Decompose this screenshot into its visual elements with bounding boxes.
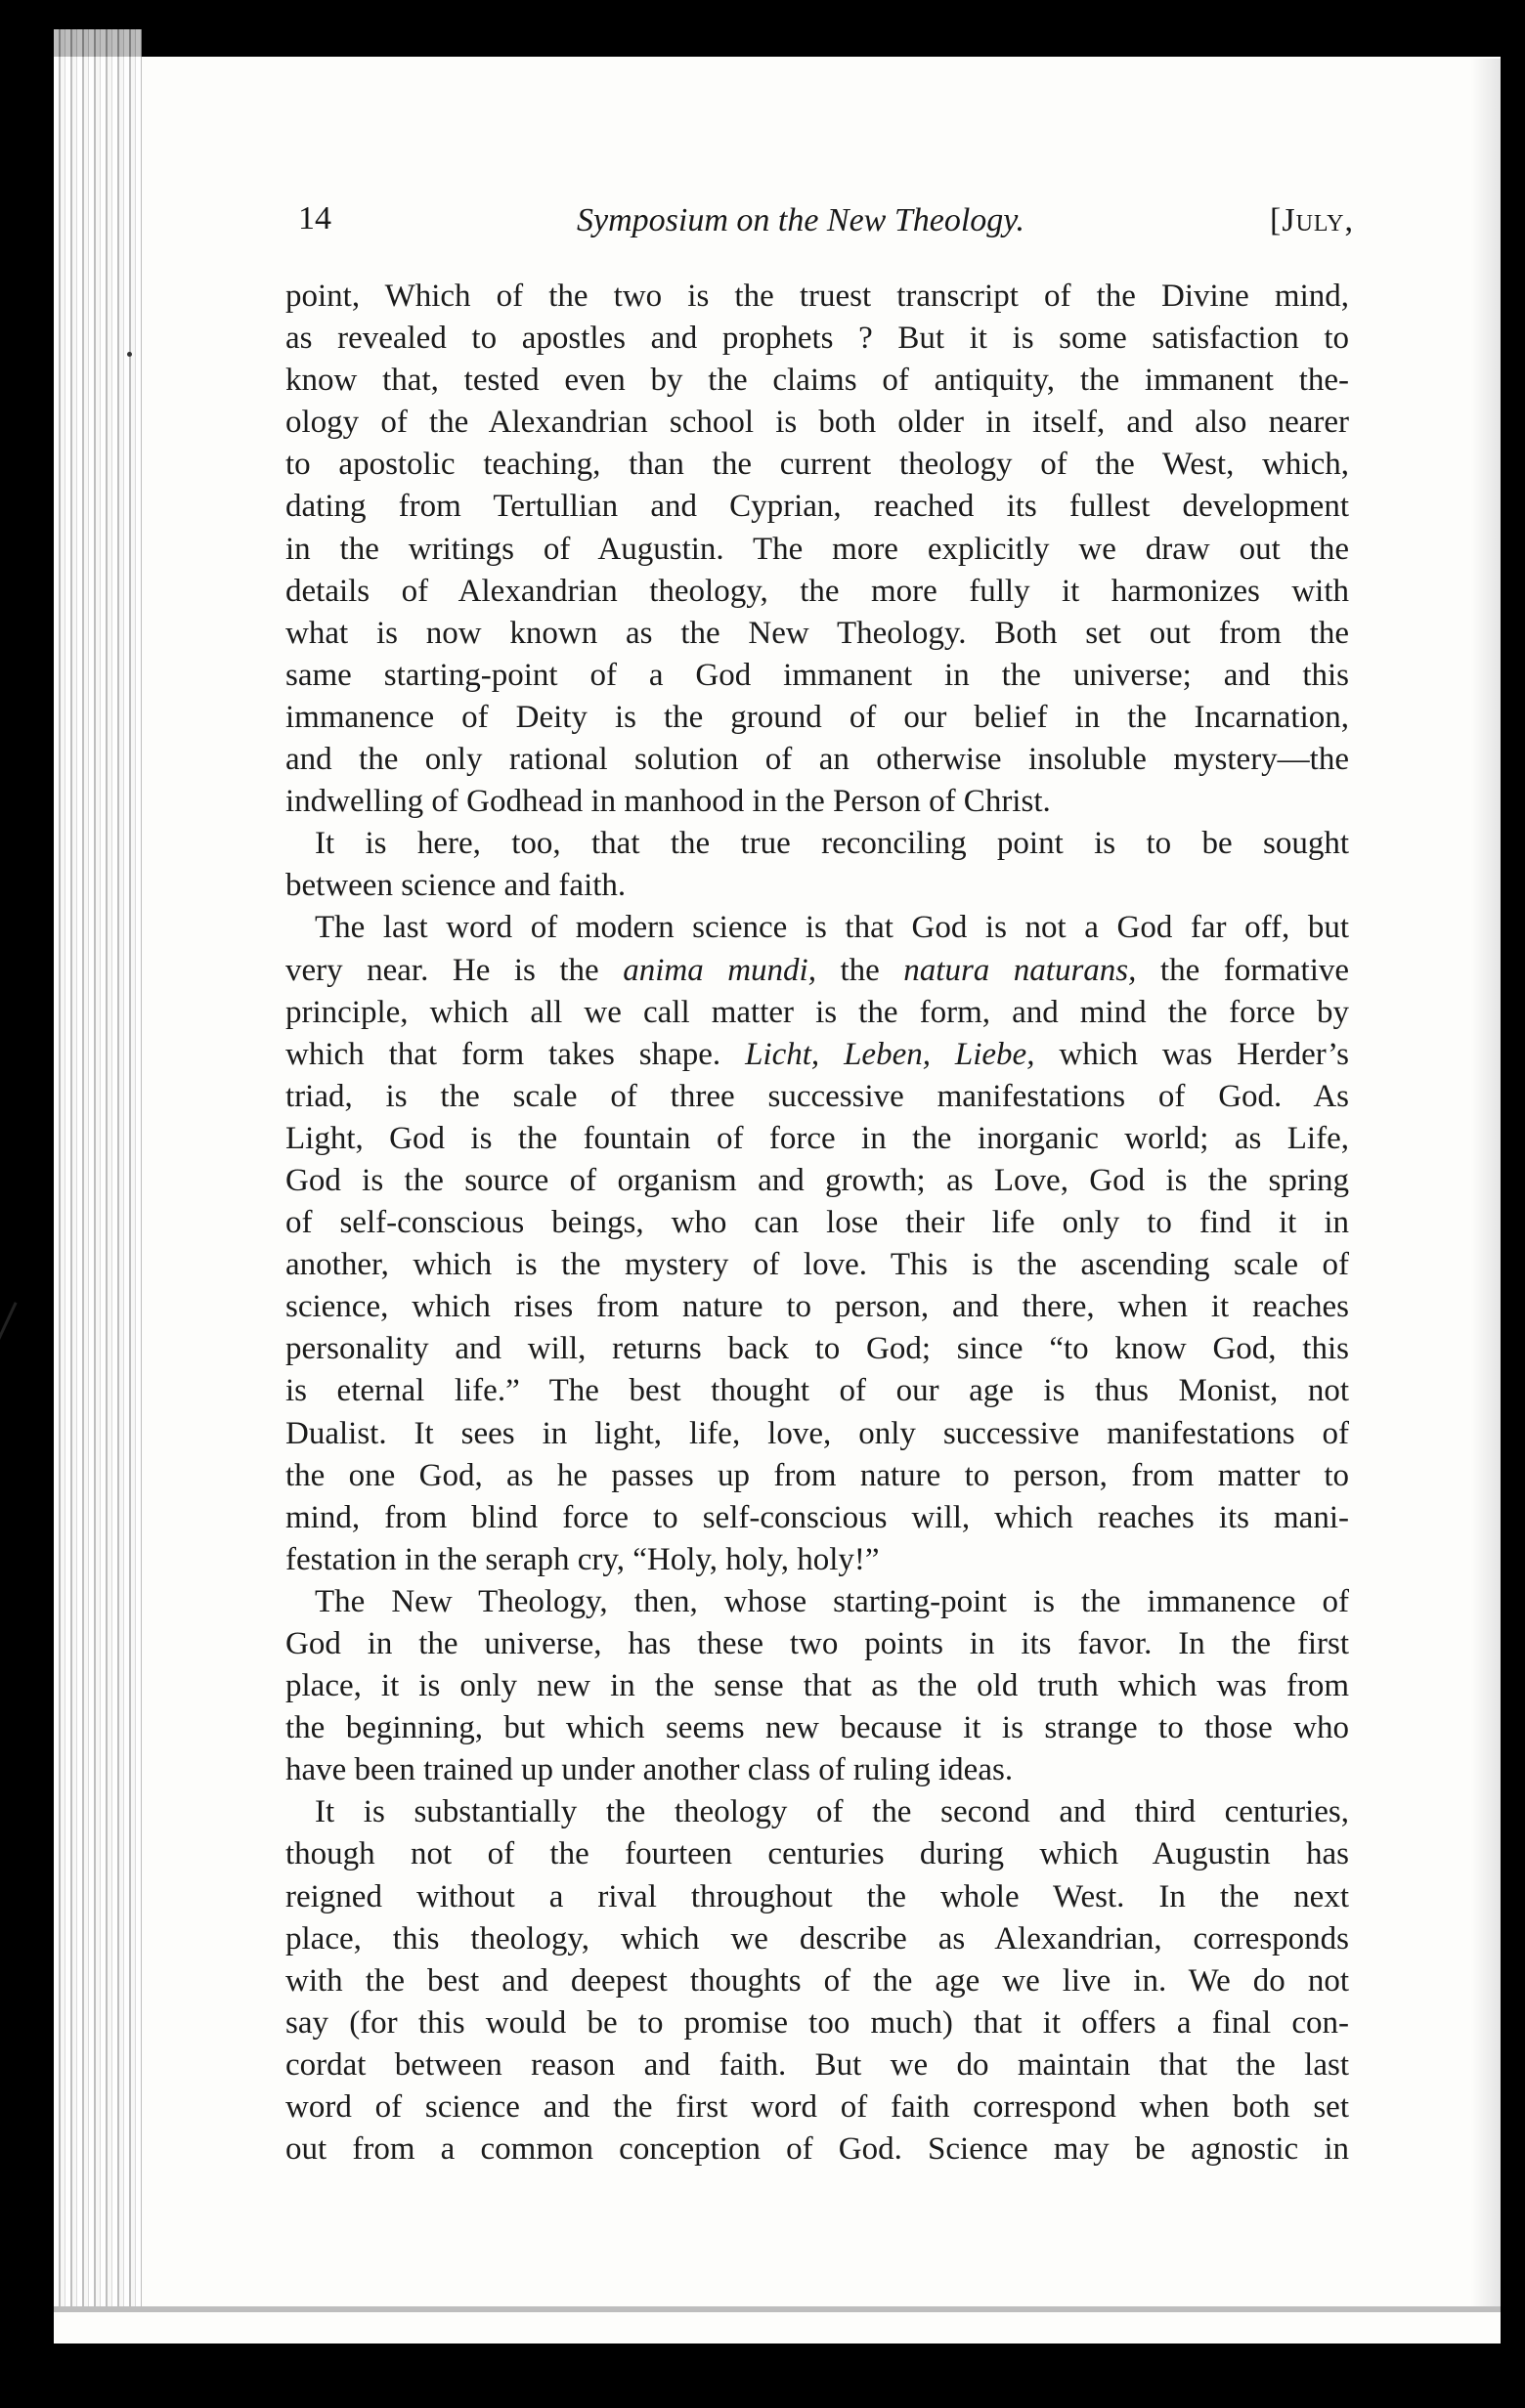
text-line: science, which rises from nature to person, and there, when it reaches xyxy=(285,1289,1349,1325)
page-gutter-edges xyxy=(54,29,142,2306)
text-line: indwelling of Godhead in manhood in the Person of Christ. xyxy=(285,784,1051,820)
text-line: place, this theology, which we describe as Alexandrian, corresponds xyxy=(285,1920,1349,1956)
text-line: word of science and the first word of faith correspond when both set xyxy=(285,2089,1349,2126)
text-line: to apostolic teaching, than the current theology of the West, which, xyxy=(285,447,1349,483)
text-line: mind, from blind force to self-conscious will, which reaches its mani- xyxy=(285,1499,1349,1535)
text-line: though not of the fourteen centuries during which Augustin has xyxy=(285,1836,1349,1872)
text-line: point, Which of the two is the truest transcript of the Divine mind, xyxy=(285,279,1349,314)
text-line: Light, God is the fountain of force in the inorganic world; as Life, xyxy=(285,1120,1349,1156)
text-fragment: the formative xyxy=(1136,952,1350,988)
text-line: the one God, as he passes up from nature to person, from matter to xyxy=(285,1457,1349,1493)
paragraph-1 xyxy=(285,276,1349,823)
margin-tick-mark xyxy=(0,1302,18,1356)
paragraph-5 xyxy=(285,1791,1349,2171)
text-line: The last word of modern science is that God is not a God far off, but xyxy=(315,910,1349,946)
paragraph-2 xyxy=(285,823,1349,907)
margin-dot xyxy=(127,352,132,357)
paragraph-3 xyxy=(285,907,1349,1581)
running-title: Symposium on the New Theology. xyxy=(577,202,1025,238)
text-line xyxy=(285,950,1349,992)
running-date: [July, xyxy=(1270,202,1354,238)
text-line: have been trained up under another class of ruling ideas. xyxy=(285,1752,1014,1788)
text-line: dating from Tertullian and Cyprian, reached its fullest development xyxy=(285,489,1349,525)
text-line xyxy=(285,1034,1349,1076)
text-line: the beginning, but which seems new because it is strange to those who xyxy=(285,1710,1349,1746)
text-line: of self-conscious beings, who can lose their life only to find it in xyxy=(285,1205,1349,1241)
text-line: in the writings of Augustin. The more explicitly we draw out the xyxy=(285,531,1349,567)
text-line: festation in the seraph cry, “Holy, holy, holy!” xyxy=(285,1541,880,1577)
text-line: out from a common conception of God. Science may be agnostic in xyxy=(285,2131,1349,2168)
text-line: God in the universe, has these two points in its favor. In the first xyxy=(285,1626,1349,1661)
text-line: immanence of Deity is the ground of our belief in the Incarnation, xyxy=(285,699,1349,735)
text-fragment: the xyxy=(815,952,904,988)
text-line: same starting-point of a God immanent in the universe; and this xyxy=(285,657,1349,693)
text-line: place, it is only new in the sense that as the old truth which was from xyxy=(285,1668,1349,1704)
paragraph-4 xyxy=(285,1581,1349,1791)
text-line: with the best and deepest thoughts of the age we live in. We do not xyxy=(285,1962,1349,1999)
page-number: 14 xyxy=(298,200,331,236)
text-line: reigned without a rival throughout the whole West. In the next xyxy=(285,1878,1349,1914)
text-line: ology of the Alexandrian school is both older in itself, and also nearer xyxy=(285,405,1349,441)
text-line: between science and faith. xyxy=(285,868,627,904)
text-line: personality and will, returns back to God; since “to know God, this xyxy=(285,1331,1349,1367)
text-line: God is the source of organism and growth; as Love, God is the spring xyxy=(285,1162,1349,1198)
text-line: and the only rational solution of an otherwise insoluble mystery—the xyxy=(285,742,1349,778)
page-bottom-edge xyxy=(54,2306,1501,2312)
text-line: details of Alexandrian theology, the more fully it harmonizes with xyxy=(285,573,1349,609)
text-line: triad, is the scale of three successive manifestations of God. As xyxy=(285,1078,1349,1114)
text-line: The New Theology, then, whose starting-point is the immanence of xyxy=(315,1583,1349,1619)
text-line: It is here, too, that the true reconciling point is to be sought xyxy=(315,826,1349,862)
text-line: as revealed to apostles and prophets ? But it is some satisfaction to xyxy=(285,321,1349,357)
text-fragment: very near. He is the xyxy=(285,952,599,988)
text-line: say (for this would be to promise too much) that it offers a final con- xyxy=(285,2004,1349,2041)
text-line: principle, which all we call matter is the form, and mind the force by xyxy=(285,994,1349,1030)
text-line: Dualist. It sees in light, life, love, only successive manifestations of xyxy=(285,1415,1349,1451)
body-text xyxy=(285,276,1349,2171)
text-line: It is substantially the theology of the second and third centuries, xyxy=(315,1794,1349,1830)
text-line: is eternal life.” The best thought of our age is thus Monist, not xyxy=(285,1373,1349,1409)
text-line: know that, tested even by the claims of antiquity, the immanent the- xyxy=(285,363,1349,399)
text-fragment: which that form takes shape. xyxy=(285,1036,721,1072)
italic-phrase-anima-mundi: anima mundi, xyxy=(623,952,816,988)
text-fragment: which was Herder’s xyxy=(1034,1036,1350,1072)
italic-phrase-licht-leben-liebe: Licht, Leben, Liebe, xyxy=(745,1036,1035,1072)
text-line: what is now known as the New Theology. Both set out from the xyxy=(285,615,1349,651)
page-right-shadow xyxy=(1471,59,1501,2306)
running-header xyxy=(298,200,1354,259)
italic-phrase-natura-naturans: natura naturans, xyxy=(903,952,1137,988)
text-line: cordat between reason and faith. But we do maintain that the last xyxy=(285,2046,1349,2083)
text-line: another, which is the mystery of love. This is the ascending scale of xyxy=(285,1247,1349,1283)
